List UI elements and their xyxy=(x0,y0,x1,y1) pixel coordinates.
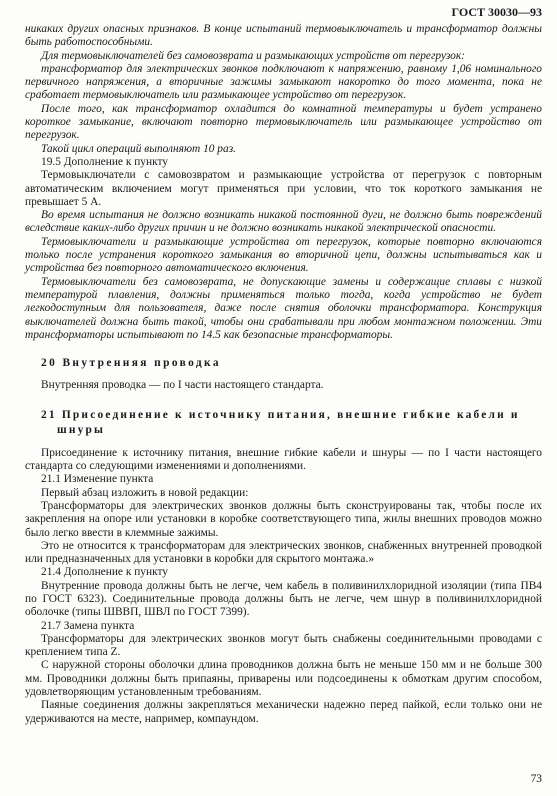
section-heading: 21 Присоединение к источнику питания, внешние гибкие кабели и шнуры xyxy=(41,408,520,436)
paragraph: Внутренние провода должны быть не легче, чем кабель в поливинилхлоридной изоляции (типа ПВ4 по ГОСТ 6323). Соединительные провода должны быть не легче, чем шнур в поливинилхлоридной оболочке (типы ШВВП, ШВЛ по ГОСТ 7399). xyxy=(25,579,542,619)
italic-paragraph: никаких других опасных признаков. В конце испытаний термовыключатель и трансформатор должны быть работоспособными. xyxy=(25,23,542,49)
paragraph: Внутренняя проводка — по I части настоящего стандарта. xyxy=(41,379,324,392)
page-number: 73 xyxy=(530,772,542,785)
section-heading: 20 Внутренняя проводка xyxy=(41,357,221,370)
spacer xyxy=(25,342,542,357)
paragraph: 21.1 Изменение пункта xyxy=(41,473,154,486)
document-header: ГОСТ 30030—93 xyxy=(451,5,542,19)
italic-paragraph: Термовыключатели и размыкающие устройства от перегрузок, которые повторно включаются только после устранения короткого замыкания во вторичной цепи, должны испытываться как и устройства без повторного автоматического включения. xyxy=(25,235,542,275)
spacer xyxy=(25,438,542,447)
paragraph: Трансформаторы для электрических звонков могут быть снабжены соединительными проводами с креплением типа Z. xyxy=(25,632,542,659)
spacer xyxy=(25,370,542,379)
paragraph: Термовыключатели с самовозвратом и размыкающие устройства от перегрузок с повторным автоматическим включением могут применяться при условии, что ток короткого замыкания не превышает 5 А. xyxy=(25,169,542,208)
paragraph: С наружной стороны оболочки длина проводников должна быть не меньше 150 мм и не больше 300 мм. Проводники должны быть припаяны, приварены или подсоединены к обмоткам другим способом, удовлетворяющим установленным требованиям. xyxy=(25,659,542,699)
spacer xyxy=(25,393,542,408)
paragraph: 19.5 Дополнение к пункту xyxy=(41,155,168,168)
italic-paragraph: Термовыключатели без самовозврата, не допускающие замены и содержащие сплавы с низкой температурой плавления, должны применяться только тогда, когда устройство не будет легкодоступным для пользователя, даже после снятия оболочки трансформатора. Конструкция выключателей должна быть такой, чтобы они срабатывали при любом монтажном положении. Эти трансформаторы испытывают по 14.5 как безопасные трансформаторы. xyxy=(25,275,542,341)
italic-paragraph: трансформатор для электрических звонков подключают к напряжению, равному 1,06 номинального первичного напряжения, а вторичные зажимы замыкают накоротко до того момента, пока не сработает термовыключатель или размыкающее устройство от перегрузок. xyxy=(25,62,542,102)
italic-paragraph: Во время испытания не должно возникать никакой постоянной дуги, не должно быть повреждений вследствие каких-либо других причин и не должно возникать никакой электрической опасности. xyxy=(25,209,542,235)
paragraph: 21.4 Дополнение к пункту xyxy=(41,566,168,579)
paragraph: Это не относится к трансформаторам для электрических звонков, снабженных внутренней проводкой или предназначенных для установки в коробки для скрытого монтажа.» xyxy=(25,539,542,566)
paragraph: Трансформаторы для электрических звонков должны быть сконструированы так, чтобы после их закрепления на опоре или установки в коробке соответствующего типа, жилы внешних проводов можно было легко ввести в клеммные зажимы. xyxy=(25,499,542,539)
document-body xyxy=(25,23,542,726)
paragraph: Присоединение к источнику питания, внешние гибкие кабели и шнуры — по I части настоящего стандарта со следующими изменениями и дополнениями. xyxy=(25,446,542,473)
paragraph: Первый абзац изложить в новой редакции: xyxy=(41,486,249,499)
italic-paragraph: После того, как трансформатор охладится до комнатной температуры и будет устранено короткое замыкание, включают повторно термовыключатель или размыкающее устройство от перегрузок. xyxy=(25,102,542,142)
paragraph: Паяные соединения должны закрепляться механически надежно перед пайкой, если только они не удерживаются на месте, например, компаундом. xyxy=(25,699,542,725)
italic-paragraph: Такой цикл операций выполняют 10 раз. xyxy=(41,142,236,155)
italic-paragraph: Для термовыключателей без самовозврата и размыкающих устройств от перегрузок: xyxy=(41,49,465,62)
paragraph: 21.7 Замена пункта xyxy=(41,619,135,632)
